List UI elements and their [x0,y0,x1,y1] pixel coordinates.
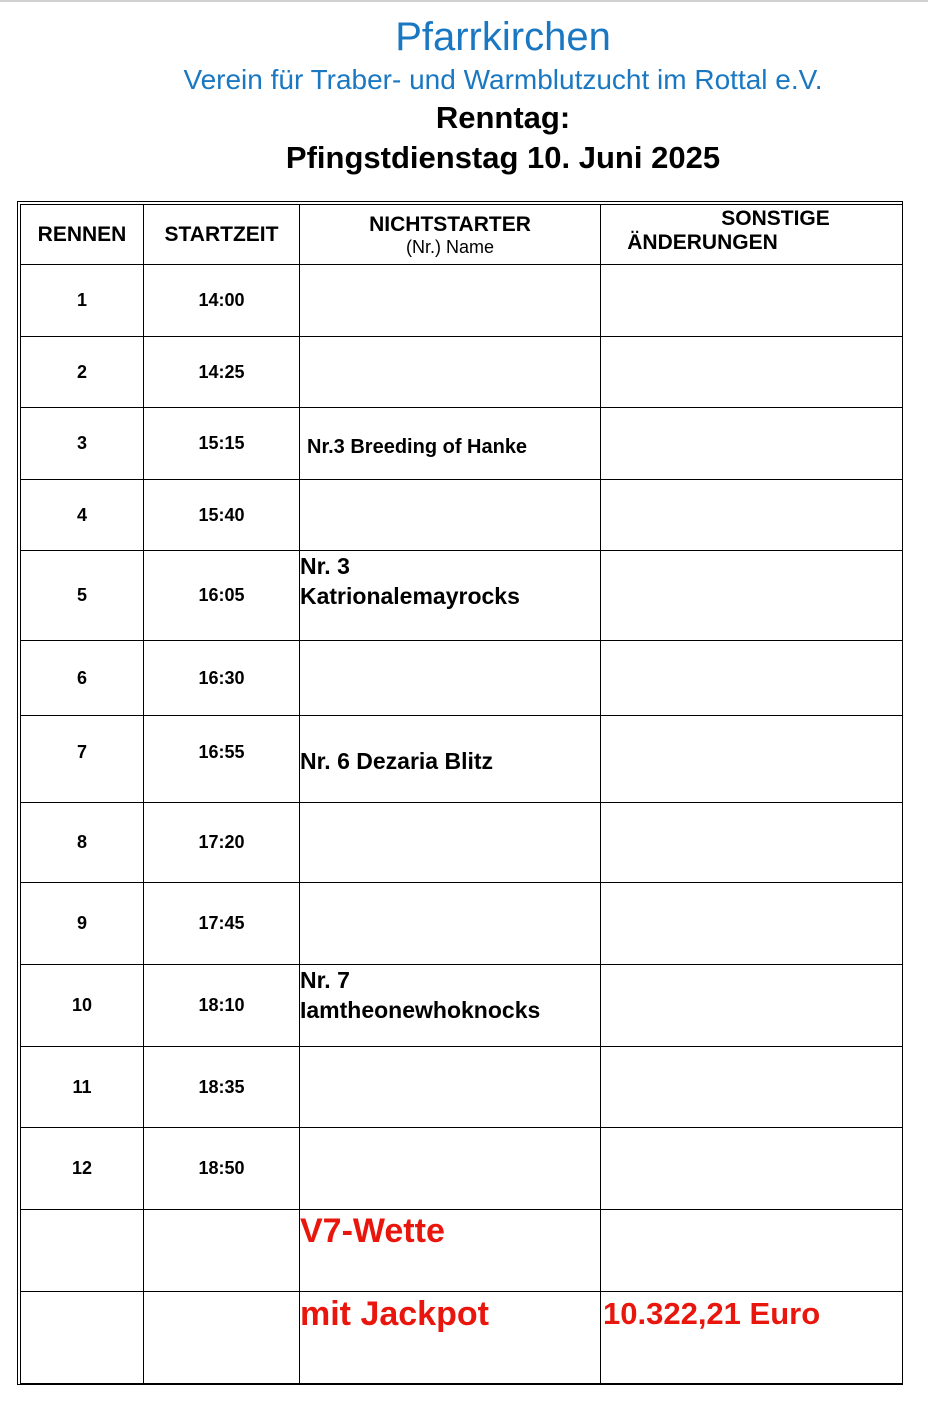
startzeit-cell: 18:35 [144,1047,300,1128]
startzeit-cell: 15:40 [144,480,300,551]
col-header-sonstige-line2: ÄNDERUNGEN [627,231,778,254]
table-row [21,641,903,716]
v7-label: V7-Wette [300,1210,601,1292]
sonstige-cell [601,408,903,480]
nichtstarter-cell: Nr. 7 Iamtheonewhoknocks [300,965,601,1047]
rennen-cell: 10 [21,965,144,1047]
sonstige-cell [601,716,903,803]
rennen-cell: 1 [21,265,144,337]
nichtstarter-cell [300,1128,601,1210]
rennen-cell: 8 [21,803,144,883]
renntag-label: Renntag: [435,100,571,135]
startzeit-cell: 16:55 [144,716,300,803]
nichtstarter-cell [300,883,601,965]
startzeit-cell: 16:05 [144,551,300,641]
sonstige-cell [601,803,903,883]
startzeit-cell: 15:15 [144,408,300,480]
col-header-sonstige-line1: SONSTIGE [721,207,830,230]
rennen-cell: 9 [21,883,144,965]
table-row [21,803,903,883]
rennen-cell: 12 [21,1128,144,1210]
col-header-nichtstarter-sub: (Nr.) Name [405,236,494,257]
table-row [21,408,903,480]
nichtstarter-cell [300,265,601,337]
jackpot-empty-cell [21,1292,144,1384]
page-subtitle: Verein für Traber- und Warmblutzucht im Rottal e.V. [183,64,823,95]
sonstige-cell [601,883,903,965]
v7-empty-cell [21,1210,144,1292]
race-table [20,204,903,1384]
renntag-date: Pfingstdienstag 10. Juni 2025 [285,140,721,175]
nichtstarter-cell [300,641,601,716]
jackpot-row [21,1292,903,1384]
nichtstarter-cell: Nr. 3 Katrionalemayrocks [300,551,601,641]
sonstige-cell [601,480,903,551]
rennen-cell: 2 [21,337,144,408]
top-border [0,0,928,2]
rennen-cell: 11 [21,1047,144,1128]
sonstige-cell [601,265,903,337]
startzeit-cell: 18:50 [144,1128,300,1210]
sonstige-cell [601,641,903,716]
jackpot-empty-cell [144,1292,300,1384]
col-header-rennen: RENNEN [21,205,144,265]
col-header-nichtstarter-title: NICHTSTARTER [369,212,531,236]
table-row [21,551,903,641]
nichtstarter-cell [300,480,601,551]
rennen-cell: 5 [21,551,144,641]
table-row [21,480,903,551]
sonstige-cell [601,1047,903,1128]
table-row [21,1047,903,1128]
rennen-cell: 6 [21,641,144,716]
sonstige-cell [601,337,903,408]
startzeit-cell: 14:25 [144,337,300,408]
jackpot-amount: 10.322,21 Euro [601,1292,903,1384]
startzeit-cell: 14:00 [144,265,300,337]
table-row [21,716,903,803]
sonstige-cell [601,1128,903,1210]
nichtstarter-cell: Nr.3 Breeding of Hanke [300,408,601,480]
nichtstarter-cell: Nr. 6 Dezaria Blitz [300,716,601,803]
page-title: Pfarrkirchen [395,15,611,59]
rennen-cell: 7 [21,716,144,803]
startzeit-cell: 17:45 [144,883,300,965]
rennen-cell: 3 [21,408,144,480]
table-row [21,883,903,965]
table-header-row [21,205,903,265]
sonstige-cell [601,965,903,1047]
v7-empty-cell [144,1210,300,1292]
col-header-sonstige [601,205,903,265]
rennen-cell: 4 [21,480,144,551]
jackpot-label: mit Jackpot [300,1292,601,1384]
startzeit-cell: 17:20 [144,803,300,883]
table-row [21,1128,903,1210]
startzeit-cell: 18:10 [144,965,300,1047]
sonstige-cell [601,551,903,641]
v7-row [21,1210,903,1292]
col-header-startzeit: STARTZEIT [144,205,300,265]
table-row [21,265,903,337]
nichtstarter-cell [300,803,601,883]
table-row [21,337,903,408]
nichtstarter-cell [300,1047,601,1128]
nichtstarter-cell [300,337,601,408]
table-row [21,965,903,1047]
startzeit-cell: 16:30 [144,641,300,716]
v7-empty-cell [601,1210,903,1292]
